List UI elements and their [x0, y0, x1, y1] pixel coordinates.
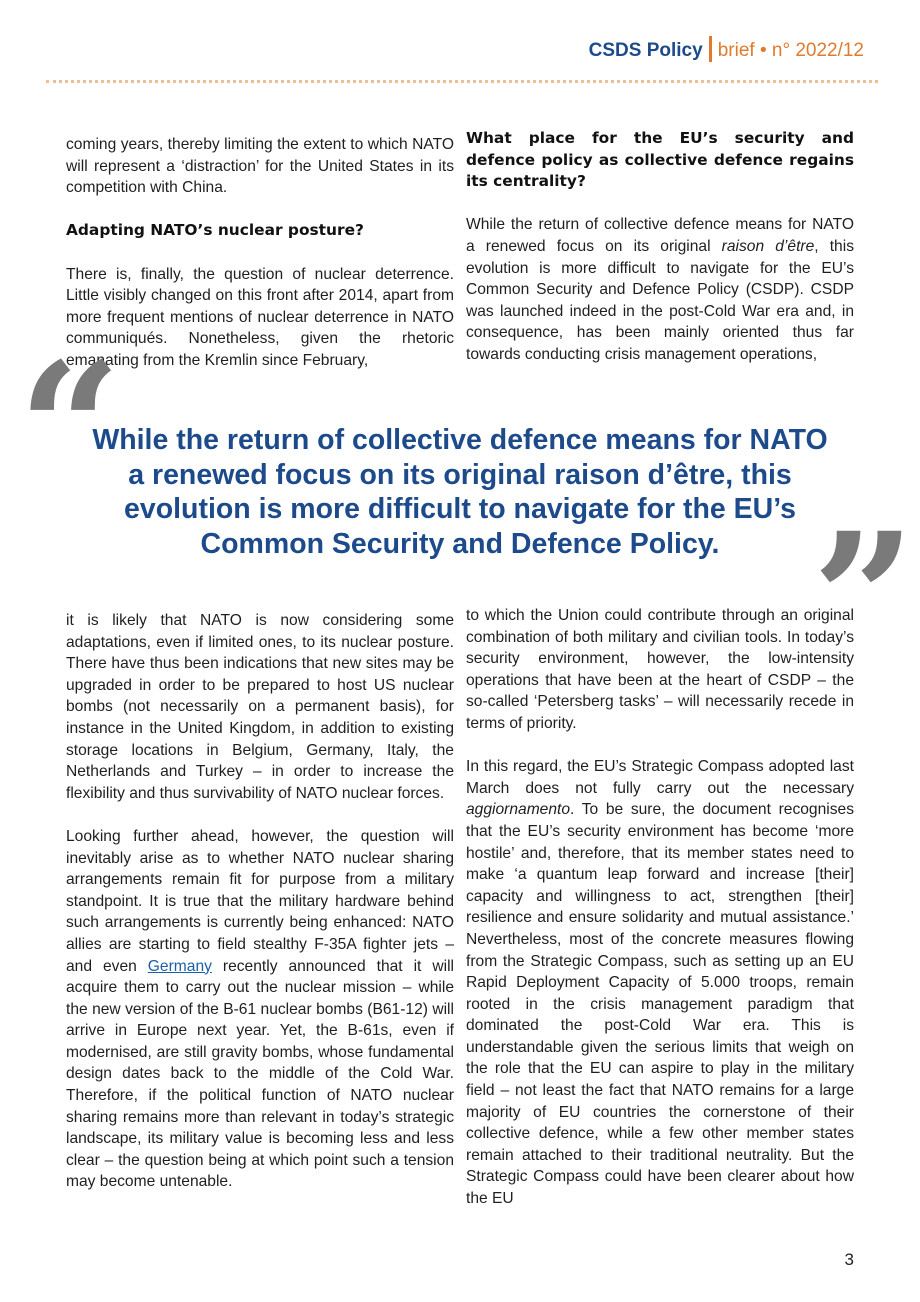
running-header — [589, 38, 864, 64]
italic-term: raison d’être — [721, 237, 815, 255]
column-top-right — [466, 128, 854, 366]
text-run: recently announced that it will acquire them to carry out the nuclear mission – while the new version of the B-61 nuclear bombs (B61-12) will arrive in Europe next year. Yet, the B-61s, even if modernised, are still gravity bombs, whose fundamental design dates back to the middle of the Cold War. Therefore, if the political function of NATO nuclear sharing remains more than relevant in today’s strategic landscape, its military value is becoming less and less clear – the question being at which point such a tension may become untenable. — [66, 957, 455, 1191]
paragraph: to which the Union could contribute through an original combination of both military and civilian tools. In today’s security environment, however, the low-intensity operations that have been at the heart of CSDP – the so-called ‘Petersberg tasks’ – will necessarily recede in terms of priority. — [466, 607, 854, 732]
paragraph — [66, 826, 454, 1193]
pull-quote: While the return of collective defence means for NATO a renewed focus on its original raison d’être, this evolution is more difficult to navigate for the EU’s Common Security and Defence Policy. — [92, 424, 828, 560]
page-number: 3 — [844, 1250, 854, 1269]
header-dotted-rule — [46, 80, 878, 83]
open-quote-icon: “ — [18, 324, 122, 535]
section-heading-nuclear-posture: Adapting NATO’s nuclear posture? — [66, 221, 364, 240]
text-run: Looking further ahead, however, the question will inevitably arise as to whether NATO nuclear sharing arrangements remain fit for purpose from a military standpoint. It is true that the military hardware behind such arrangements is currently being enhanced: NATO allies are starting to field stealthy F-35A fighter jets – and even — [66, 827, 454, 975]
germany-link[interactable]: Germany — [147, 957, 212, 975]
section-heading-eu-policy: What place for the EU’s security and defence policy as collective defence regains its centrality? — [466, 129, 854, 191]
paragraph — [466, 214, 854, 365]
paragraph — [466, 756, 854, 1209]
header-separator — [709, 36, 712, 62]
column-bottom-left — [66, 610, 454, 1193]
issue-number: brief • n° 2022/12 — [717, 40, 864, 62]
paragraph: it is likely that NATO is now considering some adaptations, even if limited ones, to its nuclear posture. There have thus been indications that new sites may be upgraded in order to be prepared to host US nuclear bombs (not necessarily on a permanent basis), for instance in the United Kingdom, in addition to existing storage locations in Belgium, Germany, Italy, the Netherlands and Turkey – in order to increase the flexibility and thus survivability of NATO nuclear forces. — [66, 612, 454, 802]
publication-brand: CSDS Policy — [588, 40, 703, 62]
paragraph: coming years, thereby limiting the extent to which NATO will represent a ‘distraction’ for the United States in its competition with China. — [66, 136, 454, 197]
text-run: , this evolution is more difficult to navigate for the EU’s Common Security and Defence Policy (CSDP). CSDP was launched indeed in the post-Cold War era and, in consequence, has been mainly oriented thus far towards conducting crisis management operations, — [466, 237, 854, 363]
close-quote-icon: ” — [812, 494, 916, 705]
paragraph: There is, finally, the question of nuclear deterrence. Little visibly changed on this front after 2014, apart from more frequent mentions of nuclear deterrence in NATO communiqués. Nonetheless, given the rhetoric emanating from the Kremlin since February, — [66, 265, 454, 369]
column-top-left — [66, 134, 454, 372]
text-run: . To be sure, the document recognises that the EU’s security environment has become ‘more hostile’ and, therefore, that its member states need to make ‘a quantum leap forward and increase [their] capacity and willingness to act, strengthen [their] resilience and ensure solidarity and mutual assistance.’ Nevertheless, most of the concrete measures flowing from the Strategic Compass, such as setting up an EU Rapid Deployment Capacity of 5.000 troops, remain rooted in the crisis management paradigm that dominated the post-Cold War era. This is understandable given the serious limits that weigh on the role that the EU can aspire to play in the military field – not least the fact that NATO remains for a large majority of EU countries the cornerstone of their collective defence, while a few other member states remain attached to their traditional neutrality. But the Strategic Compass could have been clearer about how the EU — [466, 801, 854, 1208]
text-run: In this regard, the EU’s Strategic Compass adopted last March does not fully carry out the necessary — [466, 758, 854, 797]
column-bottom-right — [466, 605, 854, 1210]
italic-term: aggiornamento — [466, 801, 571, 819]
text-run: While the return of collective defence means for NATO a renewed focus on its original — [466, 216, 854, 255]
